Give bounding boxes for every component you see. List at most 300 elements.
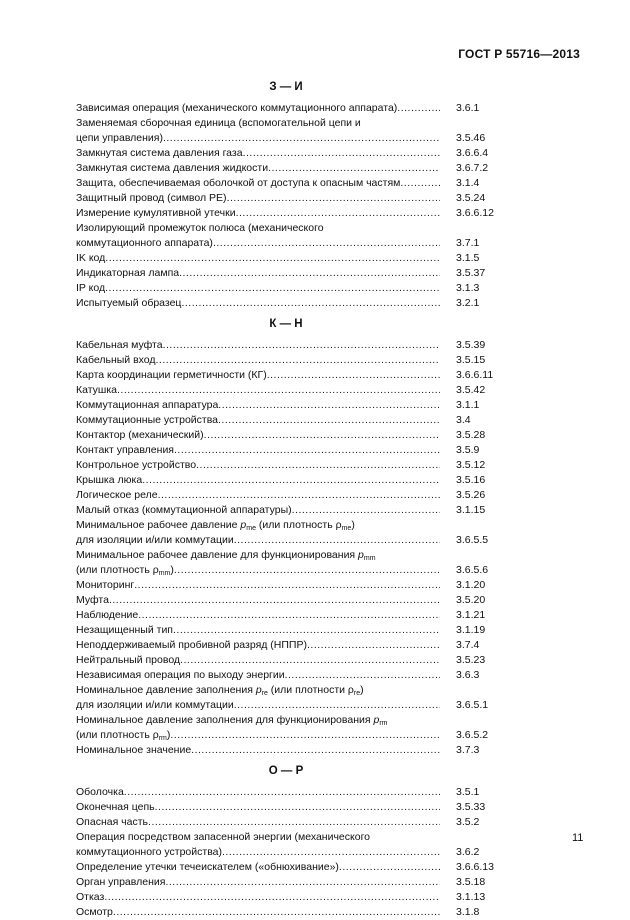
index-term-line — [76, 428, 440, 443]
index-line — [76, 116, 496, 131]
index-term-line — [76, 728, 440, 743]
index-term — [76, 398, 218, 413]
index-term-line — [76, 698, 440, 713]
section-reference: 3.1.15 — [456, 504, 486, 516]
dot-leader — [218, 398, 440, 413]
term-text: Карта координации герметичности (КГ) — [76, 369, 267, 381]
index-line — [76, 266, 496, 281]
term-text: Кабельная муфта — [76, 339, 163, 351]
dot-leader — [179, 266, 440, 281]
dot-leader — [268, 161, 440, 176]
term-text: Операция посредством запасенной энергии (механического — [76, 831, 371, 843]
index-term-line — [76, 251, 440, 266]
index-term — [76, 221, 324, 236]
index-line — [76, 890, 496, 905]
index-term-line — [76, 131, 440, 146]
index-term — [76, 473, 142, 488]
index-line — [76, 623, 496, 638]
term-text: Крышка люка — [76, 474, 143, 486]
index-term-line — [76, 266, 440, 281]
index-term-line — [76, 593, 440, 608]
term-subscript: re — [261, 690, 268, 697]
index-line — [76, 176, 496, 191]
section-reference: 3.5.42 — [456, 384, 486, 396]
index-line — [76, 473, 496, 488]
term-text: Логическое реле — [76, 489, 158, 501]
index-term — [76, 845, 222, 860]
index-term-line — [76, 608, 440, 623]
index-line — [76, 683, 496, 698]
index-term-line — [76, 785, 440, 800]
index-term-line — [76, 488, 440, 503]
index-term-line — [76, 563, 440, 578]
index-term — [76, 548, 376, 563]
dot-leader — [138, 608, 440, 623]
index-line — [76, 743, 496, 758]
index-term-line — [76, 860, 440, 875]
term-text: Оболочка — [76, 786, 124, 798]
index-line — [76, 206, 496, 221]
term-text: Наблюдение — [76, 609, 139, 621]
index-line — [76, 353, 496, 368]
index-line — [76, 221, 496, 236]
dot-leader — [204, 428, 440, 443]
index-term — [76, 785, 124, 800]
page-number: 11 — [572, 832, 584, 844]
index-line — [76, 236, 496, 251]
index-term — [76, 131, 163, 146]
index-term-line — [76, 458, 440, 473]
index-term-line — [76, 281, 440, 296]
index-line — [76, 593, 496, 608]
term-subscript: me — [341, 525, 352, 532]
index-term-line — [76, 743, 440, 758]
index-term-line — [76, 800, 440, 815]
section-reference: 3.1.19 — [456, 624, 486, 636]
dot-leader — [163, 131, 440, 146]
index-term — [76, 728, 170, 743]
section-reference: 3.5.39 — [456, 339, 486, 351]
index-term-line — [76, 653, 440, 668]
index-line — [76, 251, 496, 266]
index-line — [76, 713, 496, 728]
index-line — [76, 563, 496, 578]
index-term — [76, 116, 361, 131]
term-text: Минимальное рабочее давление для функционирования — [76, 549, 356, 561]
section-reference: 3.6.6.11 — [456, 369, 494, 381]
index-term-line — [76, 890, 440, 905]
index-line — [76, 785, 496, 800]
section-heading: О — Р — [268, 765, 304, 777]
term-text: Осмотр — [76, 906, 113, 918]
dot-leader — [156, 353, 440, 368]
index-term-line — [76, 383, 440, 398]
index-term-line — [76, 296, 440, 311]
dot-leader — [134, 578, 440, 593]
dot-leader — [234, 698, 440, 713]
index-line — [76, 638, 496, 653]
section-reference: 3.7.3 — [456, 744, 480, 756]
term-text: Катушка — [76, 384, 117, 396]
dot-leader — [196, 458, 440, 473]
dot-leader — [292, 503, 440, 518]
section-reference: 3.6.5.1 — [456, 699, 489, 711]
index-term — [76, 191, 227, 206]
index-term — [76, 875, 165, 890]
section-reference: 3.5.37 — [456, 267, 486, 279]
index-term-line — [76, 518, 440, 533]
dot-leader — [174, 563, 440, 578]
term-text: Защитный провод (символ PE) — [76, 192, 227, 204]
index-term — [76, 206, 236, 221]
section-reference: 3.1.3 — [456, 282, 480, 294]
index-term — [76, 368, 267, 383]
index-term — [76, 638, 307, 653]
term-text: Замкнутая система давления жидкости — [76, 162, 269, 174]
section-heading: К — Н — [269, 318, 303, 330]
index-line — [76, 161, 496, 176]
term-symbol: p — [373, 714, 380, 726]
dot-leader — [142, 473, 440, 488]
section-reference: 3.5.33 — [456, 801, 486, 813]
dot-leader — [307, 638, 440, 653]
index-line — [76, 368, 496, 383]
section-reference: 3.1.21 — [456, 609, 486, 621]
index-term — [76, 623, 173, 638]
term-text-tail: ) — [360, 684, 364, 696]
term-text: Мониторинг — [76, 579, 135, 591]
index-term — [76, 608, 138, 623]
dot-leader — [397, 101, 440, 116]
term-text: Минимальное рабочее давление — [76, 519, 238, 531]
term-text: Контакт управления — [76, 444, 174, 456]
section-reference: 3.5.23 — [456, 654, 486, 666]
term-text: Определение утечки течеискателем («обнюхивание») — [76, 861, 339, 873]
index-term-line — [76, 161, 440, 176]
dot-leader — [104, 890, 440, 905]
section-reference: 3.6.5.2 — [456, 729, 489, 741]
index-term-line — [76, 815, 440, 830]
section-reference: 3.5.28 — [456, 429, 486, 441]
index-term — [76, 296, 181, 311]
dot-leader — [174, 443, 440, 458]
section-reference: 3.5.1 — [456, 786, 480, 798]
section-reference: 3.1.20 — [456, 579, 486, 591]
term-text: Малый отказ (коммутационной аппаратуры) — [76, 504, 292, 516]
dot-leader — [181, 296, 440, 311]
index-term — [76, 101, 397, 116]
index-term-line — [76, 413, 440, 428]
index-term — [76, 518, 355, 533]
term-subscript: re — [353, 690, 361, 697]
index-line — [76, 383, 496, 398]
section-reference: 3.5.18 — [456, 876, 486, 888]
term-text: Коммутационные устройства — [76, 414, 219, 426]
dot-leader — [155, 800, 440, 815]
term-text: Контактор (механический) — [76, 429, 204, 441]
dot-leader — [234, 533, 440, 548]
dot-leader — [370, 830, 440, 845]
index-term-line — [76, 683, 440, 698]
index-term — [76, 161, 268, 176]
index-term-line — [76, 101, 440, 116]
section-reference: 3.6.5.6 — [456, 564, 489, 576]
term-text: Нейтральный провод — [76, 654, 181, 666]
term-text: Заменяемая сборочная единица (вспомогательной цепи и — [76, 117, 361, 129]
index-term-line — [76, 443, 440, 458]
index-term — [76, 683, 364, 698]
section-reference: 3.1.1 — [456, 399, 480, 411]
index-line — [76, 548, 496, 563]
index-term — [76, 815, 148, 830]
section-reference: 3.5.9 — [456, 444, 480, 456]
term-text: Контрольное устройство — [76, 459, 197, 471]
dot-leader — [387, 713, 440, 728]
dot-leader — [213, 236, 440, 251]
index-term — [76, 593, 109, 608]
index-term — [76, 458, 196, 473]
index-line — [76, 698, 496, 713]
index-term-line — [76, 176, 440, 191]
term-text: для изоляции и/или коммутации — [76, 699, 234, 711]
index-term — [76, 800, 155, 815]
index-line — [76, 608, 496, 623]
index-line — [76, 146, 496, 161]
section-heading: З — И — [269, 81, 303, 93]
term-text: Замкнутая система давления газа — [76, 147, 243, 159]
dot-leader — [236, 206, 440, 221]
dot-leader — [324, 221, 440, 236]
index-term-line — [76, 578, 440, 593]
term-text: IP код — [76, 282, 106, 294]
section-reference: 3.6.7.2 — [456, 162, 489, 174]
term-text-tail: ) — [166, 729, 171, 741]
index-term-line — [76, 623, 440, 638]
term-text: Номинальное давление заполнения для функционирования — [76, 714, 371, 726]
index-term-line — [76, 116, 440, 131]
index-term — [76, 353, 156, 368]
term-text: Опасная часть — [76, 816, 149, 828]
index-line — [76, 281, 496, 296]
index-line — [76, 131, 496, 146]
dot-leader — [267, 368, 440, 383]
section-reference: 3.6.6.4 — [456, 147, 489, 159]
dot-leader — [124, 785, 440, 800]
index-term — [76, 176, 400, 191]
section-reference: 3.5.26 — [456, 489, 486, 501]
index-term — [76, 338, 163, 353]
term-text: Неподдерживаемый пробивной разряд (НППР) — [76, 639, 307, 651]
section-reference: 3.1.8 — [456, 906, 480, 918]
section-reference: 3.4 — [456, 414, 471, 426]
dot-leader — [376, 548, 440, 563]
dot-leader — [163, 338, 440, 353]
section-reference: 3.5.2 — [456, 816, 480, 828]
index-term — [76, 383, 117, 398]
dot-leader — [105, 251, 440, 266]
section-reference: 3.2.1 — [456, 297, 480, 309]
index-term-line — [76, 638, 440, 653]
index-term-line — [76, 398, 440, 413]
index-line — [76, 668, 496, 683]
index-line — [76, 503, 496, 518]
section-reference: 3.6.6.12 — [456, 207, 494, 219]
index-term — [76, 281, 105, 296]
index-term-line — [76, 875, 440, 890]
section-reference: 3.6.3 — [456, 669, 480, 681]
index-line — [76, 800, 496, 815]
term-text: Оконечная цепь — [76, 801, 155, 813]
term-text: Муфта — [76, 594, 109, 606]
term-text: цепи управления) — [76, 132, 163, 144]
index-line — [76, 875, 496, 890]
index-term — [76, 713, 387, 728]
dot-leader — [117, 383, 440, 398]
term-text: Индикаторная лампа — [76, 267, 180, 279]
index-line — [76, 338, 496, 353]
index-term — [76, 578, 134, 593]
term-text: Изолирующий промежуток полюса (механического — [76, 222, 324, 234]
index-term-line — [76, 473, 440, 488]
index-term-line — [76, 533, 440, 548]
term-text-tail: ) — [351, 519, 355, 531]
index-term-line — [76, 503, 440, 518]
dot-leader — [105, 281, 440, 296]
index-line — [76, 578, 496, 593]
index-term-line — [76, 191, 440, 206]
dot-leader — [355, 518, 440, 533]
term-text: Защита, обеспечиваемая оболочкой от доступа к опасным частям — [76, 177, 401, 189]
term-text: IK код — [76, 252, 106, 264]
index-term-line — [76, 146, 440, 161]
section-reference: 3.6.2 — [456, 846, 480, 858]
index-term-line — [76, 206, 440, 221]
index-term — [76, 146, 243, 161]
section-reference: 3.7.4 — [456, 639, 480, 651]
index-line — [76, 296, 496, 311]
term-subscript: me — [246, 525, 256, 532]
term-text: Зависимая операция (механического коммутационного аппарата) — [76, 102, 398, 114]
term-text: Номинальное значение — [76, 744, 192, 756]
dot-leader — [364, 683, 440, 698]
index-term — [76, 236, 213, 251]
section-reference: 3.6.5.5 — [456, 534, 489, 546]
index-term-line — [76, 713, 440, 728]
dot-leader — [148, 815, 440, 830]
index-term-line — [76, 668, 440, 683]
index-line — [76, 488, 496, 503]
index-line — [76, 518, 496, 533]
index-term — [76, 890, 104, 905]
dot-leader — [173, 623, 440, 638]
dot-leader — [158, 488, 440, 503]
term-text: Кабельный вход — [76, 354, 156, 366]
term-symbol: p — [358, 549, 364, 561]
section-reference: 3.7.1 — [456, 237, 480, 249]
index-line — [76, 728, 496, 743]
term-text: Измерение кумулятивной утечки — [76, 207, 236, 219]
index-line — [76, 443, 496, 458]
index-line — [76, 413, 496, 428]
dot-leader — [165, 875, 440, 890]
index-term-line — [76, 236, 440, 251]
index-term — [76, 653, 180, 668]
term-text: для изоляции и/или коммутации — [76, 534, 234, 546]
term-text: (или плотность ρ — [76, 729, 159, 741]
term-text: коммутационного аппарата) — [76, 237, 213, 249]
section-reference: 3.1.13 — [456, 891, 486, 903]
section-reference: 3.6.1 — [456, 102, 480, 114]
index-line — [76, 860, 496, 875]
term-text: коммутационного устройства) — [76, 846, 222, 858]
term-text: (или плотность ρ — [76, 564, 159, 576]
index-term — [76, 428, 204, 443]
index-line — [76, 830, 496, 845]
index-term — [76, 743, 191, 758]
index-line — [76, 653, 496, 668]
dot-leader — [361, 116, 440, 131]
index-term — [76, 698, 234, 713]
index-line — [76, 533, 496, 548]
index-term — [76, 266, 179, 281]
index-term — [76, 830, 370, 845]
index-line — [76, 845, 496, 860]
term-text-after: (или плотность ρ — [255, 519, 342, 531]
term-text-tail: ) — [170, 564, 174, 576]
index-term-line — [76, 221, 440, 236]
dot-leader — [339, 860, 440, 875]
index-term — [76, 488, 158, 503]
index-term-line — [76, 338, 440, 353]
index-term-line — [76, 548, 440, 563]
dot-leader — [109, 593, 440, 608]
dot-leader — [222, 845, 440, 860]
dot-leader — [227, 191, 440, 206]
term-text-after: (или плотности ρ — [267, 684, 354, 696]
index-term — [76, 533, 234, 548]
index-term — [76, 668, 285, 683]
term-text: Коммутационная аппаратура — [76, 399, 219, 411]
index-term — [76, 251, 105, 266]
term-text: Незащищенный тип — [76, 624, 173, 636]
section-reference: 3.5.15 — [456, 354, 486, 366]
index-term — [76, 503, 292, 518]
index-term-line — [76, 368, 440, 383]
index-term-line — [76, 830, 440, 845]
dot-leader — [180, 653, 440, 668]
index-line — [76, 398, 496, 413]
term-text: Отказ — [76, 891, 105, 903]
index-term — [76, 443, 174, 458]
index-term-line — [76, 845, 440, 860]
dot-leader — [285, 668, 440, 683]
index-line — [76, 191, 496, 206]
section-reference: 3.1.4 — [456, 177, 480, 189]
index-line — [76, 428, 496, 443]
dot-leader — [243, 146, 440, 161]
index-line — [76, 458, 496, 473]
section-reference: 3.5.46 — [456, 132, 486, 144]
term-subscript: mm — [363, 555, 376, 562]
dot-leader — [191, 743, 440, 758]
index-line — [76, 101, 496, 116]
section-reference: 3.5.24 — [456, 192, 486, 204]
term-symbol: p — [255, 684, 262, 696]
term-text: Испытуемый образец — [76, 297, 182, 309]
alphabetical-index — [76, 74, 496, 920]
section-reference: 3.5.16 — [456, 474, 486, 486]
index-term — [76, 563, 174, 578]
